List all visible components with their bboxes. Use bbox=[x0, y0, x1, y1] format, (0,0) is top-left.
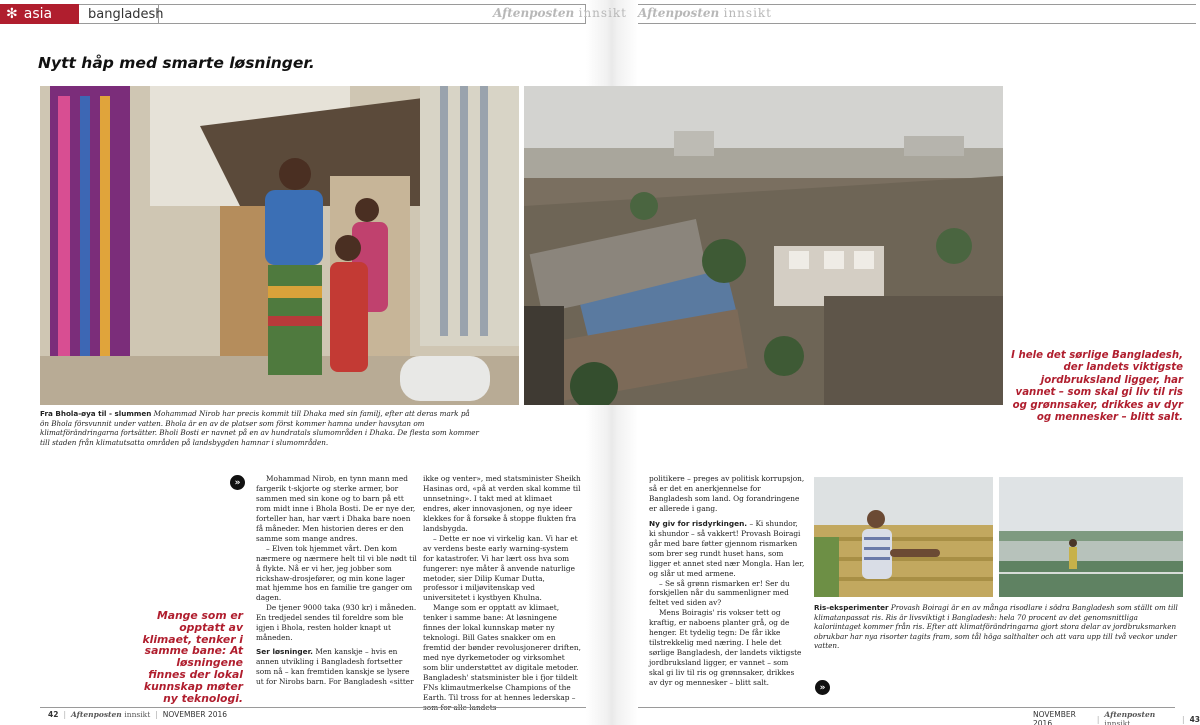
masthead-brand: Aftenposten bbox=[638, 6, 720, 20]
issue-date: NOVEMBER 2016 bbox=[1033, 710, 1076, 725]
paragraph: politikere – preges av politisk korrupsjon, så er det en anerkjennelse for Bangladesh som land. Og forandringene er allerede i gang. bbox=[649, 474, 805, 513]
photo-farmer-rice-field bbox=[814, 477, 993, 597]
article-headline: Nytt håp med smarte løsninger. bbox=[38, 54, 315, 72]
paragraph: Mens Boiragis' ris vokser tett og kraftig, er naboens planter grå, og de henger. Et tydelig tegn: De får ikke tilstrekkelig med næring. I hele det sørlige Bangladesh, der landets viktigste jordbruksland ligger, er vannet – som skal gi liv til ris og grønnsaker, drikkes av dyr og mennesker – blitt salt. bbox=[649, 608, 802, 688]
asterisk-icon: ✻ bbox=[6, 6, 18, 22]
divider: | bbox=[1096, 714, 1100, 724]
subhead: Ser løsninger. bbox=[256, 647, 313, 657]
masthead-suffix: innsikt bbox=[723, 6, 772, 20]
paragraph: De tjener 9000 taka (930 kr) i måneden. En tredjedel sendes til foreldre som ble igjen i Bhola, resten holder knapt ut måneden. bbox=[256, 603, 417, 643]
section-tab bbox=[0, 4, 79, 24]
family-photo-illustration bbox=[40, 86, 519, 405]
photo-flooded-field bbox=[999, 477, 1183, 597]
paragraph: ikke og venter», med statsminister Sheikh Hasinas ord, «på at verden skal komme til unnsetning». I takt med at klimaet endres, øker innovasjonen, og nye ideer klekkes for å forsøke å stoppe flukten fra landsbygda. bbox=[423, 474, 581, 533]
footer-brand bbox=[1104, 710, 1177, 725]
slum-photo-illustration bbox=[524, 86, 1003, 405]
caption-lead: Ris-eksperimenter bbox=[814, 603, 889, 612]
caption-text: Mohammad Nirob har precis kommit till Dhaka med sin familj, efter att deras mark på ön Bhola försvunnit under vatten. Bhola är en av de platser som först kommer hamna under havsytan om klimatförändringarna fortsätter. Bholi Bosti er navnet på en av hundratals slumområden i Dhaka. De flesta som kommer till staden från klimatutsatta områden på landsbygden hamnar i slumområden. bbox=[40, 409, 479, 447]
paragraph: Mohammad Nirob, en tynn mann med fargerik t-skjorte og sterke armer, bor sammen med sin kone og to barn på ett rom midt inne i Bhola Bosti. De er nye der, forteller han, har vært i Dhaka bare noen få måneder. Men historien deres er den samme som mange andres. bbox=[256, 474, 416, 543]
issue-date: NOVEMBER 2016 bbox=[162, 710, 228, 719]
paragraph-with-subhead bbox=[256, 647, 418, 687]
caption-lead: Fra Bhola-øya til - slummen bbox=[40, 409, 152, 418]
paragraph: – Elven tok hjemmet vårt. Den kom nærmere og nærmere helt til vi ble nødt til å flykte. Nå er vi her, jeg jobber som rickshaw-drosjefører, og min kone lager mat hjemme hos en familie tre ganger om dagen. bbox=[256, 543, 417, 603]
footer-rule-left bbox=[40, 707, 586, 708]
paragraph-with-subhead bbox=[649, 519, 805, 579]
paragraph: Mange som er opptatt av klimaet, tenker i samme bane: At løsningene finnes der lokal kunnskap møter ny teknologi. Bill Gates snakker om en fremtid der bønder revolusjonerer driften, med nye dyrkemetoder og virksomhet som blir understøttet av digitale metoder. Bangladesh' statsminister ble i fjor tildelt FNs klimautmerkelse Champions of the Earth. Til tross for at hennes lederskap – bbox=[423, 603, 581, 702]
footer-brand bbox=[71, 710, 150, 719]
paragraph: – Se så grønn rismarken er! Ser du forskjellen når du sammenligner med feltet ved siden av? bbox=[649, 578, 790, 608]
footer-brand-name: Aftenposten bbox=[70, 710, 122, 719]
arrow-right-icon: » bbox=[230, 475, 245, 490]
divider: | bbox=[1182, 714, 1185, 724]
footer-brand-suffix: innsikt bbox=[124, 710, 151, 719]
subhead-text: Men kanskje – hvis en annen utvikling i Bangladesh fortsetter som nå – kan fremtiden kanskje se lysere ut for Nirobs barn. For Bangladesh «sitter bbox=[256, 647, 414, 687]
masthead-right bbox=[638, 6, 772, 20]
subhead: Ny giv for risdyrkingen. bbox=[649, 518, 748, 528]
article-column-1 bbox=[256, 474, 418, 687]
footer-brand-suffix: innsikt bbox=[1104, 719, 1131, 725]
article-column-3 bbox=[649, 474, 805, 688]
divider: | bbox=[155, 710, 158, 719]
paragraph: – Dette er noe vi virkelig kan. Vi har et av verdens beste early warning-system for katastrofer. Vi har lært oss hva som fungerer: nye måter å anvende naturlige metoder, sier Dilip Kumar Dutta, professor i miljøvitenskap ved universitetet i kystbyen Khulna. bbox=[423, 533, 578, 603]
subsection-label: bangladesh bbox=[79, 4, 159, 24]
footer-right bbox=[1033, 710, 1200, 725]
pull-quote-left: Mange som er opptatt av klimaet, tenker i samme bane: At løsningene finnes der lokal kunnskap møter ny teknologi. bbox=[142, 609, 243, 705]
divider: | bbox=[63, 710, 66, 719]
arrow-right-icon: » bbox=[815, 680, 830, 695]
farmer-photo-illustration bbox=[814, 477, 993, 597]
article-column-2 bbox=[423, 474, 581, 713]
masthead-brand: Aftenposten bbox=[493, 6, 575, 20]
footer-rule-right bbox=[638, 707, 1175, 708]
paragraph: – Ki shundor, ki shundor – så vakkert! Provash Boiragi går med bare føtter gjennom rismarken som brer seg rundt huset hans, som ligger et annet sted nær Mongla. Han ler, og slår ut med armene. bbox=[649, 518, 805, 578]
footer-brand-name: Aftenposten bbox=[1104, 710, 1156, 719]
caption-text: Provash Boiragi är en av många risodlare i södra Bangladesh som ställt om till klimatanpassat ris. Ris är livsviktigt i Bangladesh: hela 70 procent av det genomsnittliga kaloriintaget kommer från ris. Efter att klimatförändringarna gjort stora delar av jordbruksmarken obrukbar har nya risorter tagits fram, som tål höga salthalter och att vara upp till två veckor under vatten. bbox=[814, 603, 1178, 651]
photo-slum-aerial bbox=[524, 86, 1003, 405]
pull-quote-right: I hele det sørlige Bangladesh, der landets viktigste jordbruksland ligger, har vannet – som skal gi liv til ris og grønnsaker, drikkes av dyr og mennesker – blitt salt. bbox=[1011, 350, 1183, 424]
footer-left bbox=[48, 710, 227, 719]
masthead-left bbox=[493, 6, 627, 20]
photo-caption-right bbox=[814, 603, 1179, 651]
field-photo-illustration bbox=[999, 477, 1183, 597]
section-label: asia bbox=[23, 6, 53, 22]
photo-caption-left bbox=[40, 409, 480, 447]
photo-family-in-slum bbox=[40, 86, 519, 405]
masthead-suffix: innsikt bbox=[578, 6, 627, 20]
page-number: 42 bbox=[48, 710, 59, 719]
page-number: 43 bbox=[1189, 714, 1200, 724]
